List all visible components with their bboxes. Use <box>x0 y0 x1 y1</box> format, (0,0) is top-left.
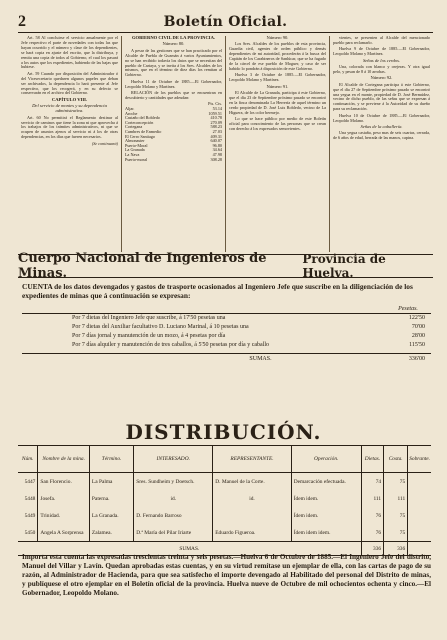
relation-row: Corteconcepción 270.09 <box>125 119 222 125</box>
article-paragraph: Lo que se hace público por medio de este Boletín oficial para conocimiento de las personas que se crean con derecho á los expresados semovientes. <box>229 116 326 131</box>
section-heading: GOBIERNO CIVIL DE LA PROVINCIA. <box>131 36 216 40</box>
newspaper-title: Boletín Oficial. <box>163 14 288 30</box>
article-columns <box>18 36 433 252</box>
relation-row: Castaño del Robledo 410.78 <box>125 115 222 121</box>
table-row: 5448 Josefa. Paterna. id. id. Ídem idem. 111 111 <box>18 490 431 507</box>
table-row: 5447 San Florencio. La Palma Sres. Sundheim y Doetsch. D. Manuel de la Corte. Demarcación efectuada. 74 75 <box>18 473 431 491</box>
article-paragraph: Art. 60 No permitirá el Reglamento destinar al servicio de caminos que tiene la zona ni que aprovecha á los trabajos de los trámites administrativos, ni que se ocupen de asuntos ajenos al servicio ni á los de otras dependencias, en los días que fueren necesarios. <box>21 114 118 140</box>
article-paragraph: Una yegua castaña, peso mas de seis cuartas, cerrada, de 6 años de edad, herrada de las manos, capina. <box>333 130 430 141</box>
section-subheading: Del servicio de montes y su dependencia administrativa. <box>32 103 107 114</box>
account-intro: CUENTA de los datos devengados y gastos de trasporte ocasionados al Ingeniero Jefe que suscribe en la diligenciación de los expedientes de minas que á continuación se expresan: <box>22 282 413 300</box>
approval-paragraph: Importa esta cuenta las expresadas trescientas treinta y seis pesetas.—Huelva 6 de Octubre de 1885.—El Ingeniero Jefe del distrito, Manuel del Villar y Lavín. Quedan aprobadas estas cuentas, y en su virtud remítase un ejemplar de ella, con las cartas de pago de su razón, al Administrador de Hacienda, para que sea satisfecho el importe devengado al Habilitado del personal del Distrito de minas, y publíquese el otro ejemplar en el Boletín oficial de la provincia. Huelva nueve de Octubre de mil ochocientos ochenta y cinco.—El Gobernador, Leopoldo Molano. <box>22 553 431 597</box>
article-paragraph: A pesar de las gestiones que se han practicado por el Alcalde de Puebla de Guzmán á varios Ayuntamientos, no se han recibido todavía los datos que se necesitan del pueblo de Cartaya, y se invita á los Sres. Alcaldes de los mismos, que en el término de diez días los remitan al Gobierno. <box>125 47 222 78</box>
table-row: 5450 Angela A Sorprensa Zalamea. D.ª María del Pilar Iriarte Eduardo Figueroa. Ídem idem idem. 76 75 <box>18 524 431 542</box>
table-total-row: SUMAS. 336 336 <box>18 542 431 556</box>
relation-header: Pts. Cts. <box>208 101 222 107</box>
expenses-header: Pesetas. <box>22 306 431 314</box>
article-paragraph: Una, colorada con blanco y orejeras. Y otra igual pelo, y pesan de 8 á 10 arrobas. <box>333 64 430 74</box>
expense-row: Por 7 días alquiler y manutención de tres caballos, á 5'50 pesetas por día y caballo 115'50 <box>72 342 425 348</box>
relation-title: RELACIÓN de los pueblos que se encuentran en descubierto y cantidades que adeudan: <box>125 90 222 100</box>
relation-row: Puerto-Moral 96.80 <box>125 142 222 148</box>
notice-date: Huelva 10 de Octubre de 1885.—El Gobernador, Leopoldo Molano. <box>333 112 430 123</box>
expense-row: Por 7 días jornal y manutención de un mozo, á 4 pesetas por día 28'00 <box>72 333 425 339</box>
signs-heading: Señas de los cerdos. <box>362 57 401 63</box>
notice-number: Número 91. <box>266 83 289 89</box>
relation-row: Almonaster 640.07 <box>125 138 222 144</box>
notice-date: Huelva 11 de Octubre de 1885.—El Gobernador, Leopoldo Molano y Martínez. <box>125 78 222 89</box>
page-header <box>18 12 433 33</box>
page-number: 2 <box>18 13 26 30</box>
relation-row: La Nava 47.98 <box>125 151 222 157</box>
column-header: Operación. <box>291 446 361 473</box>
section-banner <box>18 251 433 281</box>
banner-left-title: Cuerpo Nacional de Ingenieros de Minas. <box>18 251 267 281</box>
relation-row: Aljar. 53.14 <box>125 105 222 111</box>
distribution-table <box>18 445 431 556</box>
relation-list <box>125 107 222 162</box>
table-row: 5449 Trinidad. La Granada. D. Fernando Barroso Ídem idem. 76 75 <box>18 507 431 524</box>
distribution-title: DISTRIBUCIÓN. <box>125 420 322 444</box>
expenses-sum: SUMAS. 336'00 <box>22 353 431 362</box>
column-3 <box>226 36 330 252</box>
relation-row: El Cerro Santiago 409.31 <box>125 133 222 139</box>
article-paragraph: El Alcalde de Cortegana participa á este Gobierno, que el día 27 de Septiembre próximo pasado se encontró una yegua en el monte, propiedad de D. José Bermúdez, vecino de dicho pueblo, de las señas que se expresan á continuación, y se previene á la Autoridad de su dueño para su reclamación. <box>333 81 430 112</box>
table-header-row <box>18 446 431 473</box>
relation-row: Cortegana 588.23 <box>125 124 222 130</box>
notice-number: Número 92. <box>370 75 393 81</box>
banner-right-title: Provincia de Huelva. <box>302 252 386 280</box>
column-header: Término. <box>89 446 133 473</box>
article-paragraph: Art. 59 Cuando por disposición del Administrador ó del Vicesecretario quedaren algunos papeles que deban ser archivados, la dependencia lo hará presente al Jefe respectivo, que los recogerá, y en su defecto se conservarán en el archivo del Gobierno. <box>21 70 118 96</box>
notice-date: Huelva 3 de Octubre de 1885.—El Gobernador, Leopoldo Molano y Martínez. <box>229 72 326 83</box>
column-header: Sobrante. <box>408 446 431 473</box>
notice-date: Huelva 9 de Octubre de 1885.—El Gobernador, Leopoldo Molano y Martínez. <box>333 46 430 57</box>
expense-row: Por 7 dietas del Ingeniero Jefe que suscribe, á 17'50 pesetas una 122'50 <box>72 315 425 321</box>
article-paragraph: vientes, se presenten al Alcalde del mencionado pueblo para reclamarlo. <box>333 36 430 45</box>
column-header: Núm. <box>18 446 38 473</box>
column-header: Nombre de la mina. <box>38 446 90 473</box>
relation-row: Aroche 1059.51 <box>125 110 222 116</box>
total-label: SUMAS. <box>18 542 361 556</box>
column-header: REPRESENTANTE. <box>213 446 291 473</box>
expense-row: Por 7 dietas del Auxiliar facultativo D. Luciano Marinal, á 10 pesetas una 70'00 <box>72 324 425 330</box>
article-paragraph: Los Sres. Alcaldes de los pueblos de esta provincia, Guardia civil, agentes de orden público y demás dependientes de mi autoridad, procederán á la busca del Capitán de los Carabineros de Sanlúcar, que se ha fugado de la cárcel de ese pueblo de Moguer, y caso de ser habido lo pondrán á disposición de este Gobierno. <box>229 41 326 71</box>
section-heading: CAPÍTULO VIII. <box>51 96 88 102</box>
notice-number: Número 90. <box>266 36 289 40</box>
notice-number: Número 80. <box>162 41 185 47</box>
relation-row: La Granada 34.64 <box>125 147 222 153</box>
column-4 <box>330 36 433 252</box>
signs-heading: Señas de la caballería. <box>360 124 403 129</box>
continuation-note: (Se continuará) <box>91 140 118 146</box>
column-2 <box>122 36 226 252</box>
column-header: Dietas. <box>361 446 383 473</box>
column-header: INTERESADO. <box>134 446 213 473</box>
expenses-table <box>22 306 431 362</box>
article-paragraph: El Alcalde de La Granada, participa á este Gobierno, que el día 23 de Septiembre próximo pasado se encontró en la finca denominada La Herrería de aquel término un cerdo propiedad de D. José Luis Robledo, vecino de La Higuera, de los color bermejo. <box>229 90 326 115</box>
column-header: Costa. <box>384 446 408 473</box>
article-paragraph: Art. 58 Al concluirse el servicio anualmente por el Jefe respectivo el parte de novedades con todas las que hayan ocurrido y el número y clase de los dependientes, se hará copia en ajuste del escrito, que la distribuya, y remita una copia de todos al Gobierno, el cual los pasará a los autos que los expedientes, habiendo de las bajas que hubiese. <box>21 36 118 70</box>
relation-row: Cumbres de Enmedio 27.03 <box>125 128 222 134</box>
relation-row: Puerto-moral 308.28 <box>125 156 222 162</box>
column-1 <box>18 36 122 252</box>
